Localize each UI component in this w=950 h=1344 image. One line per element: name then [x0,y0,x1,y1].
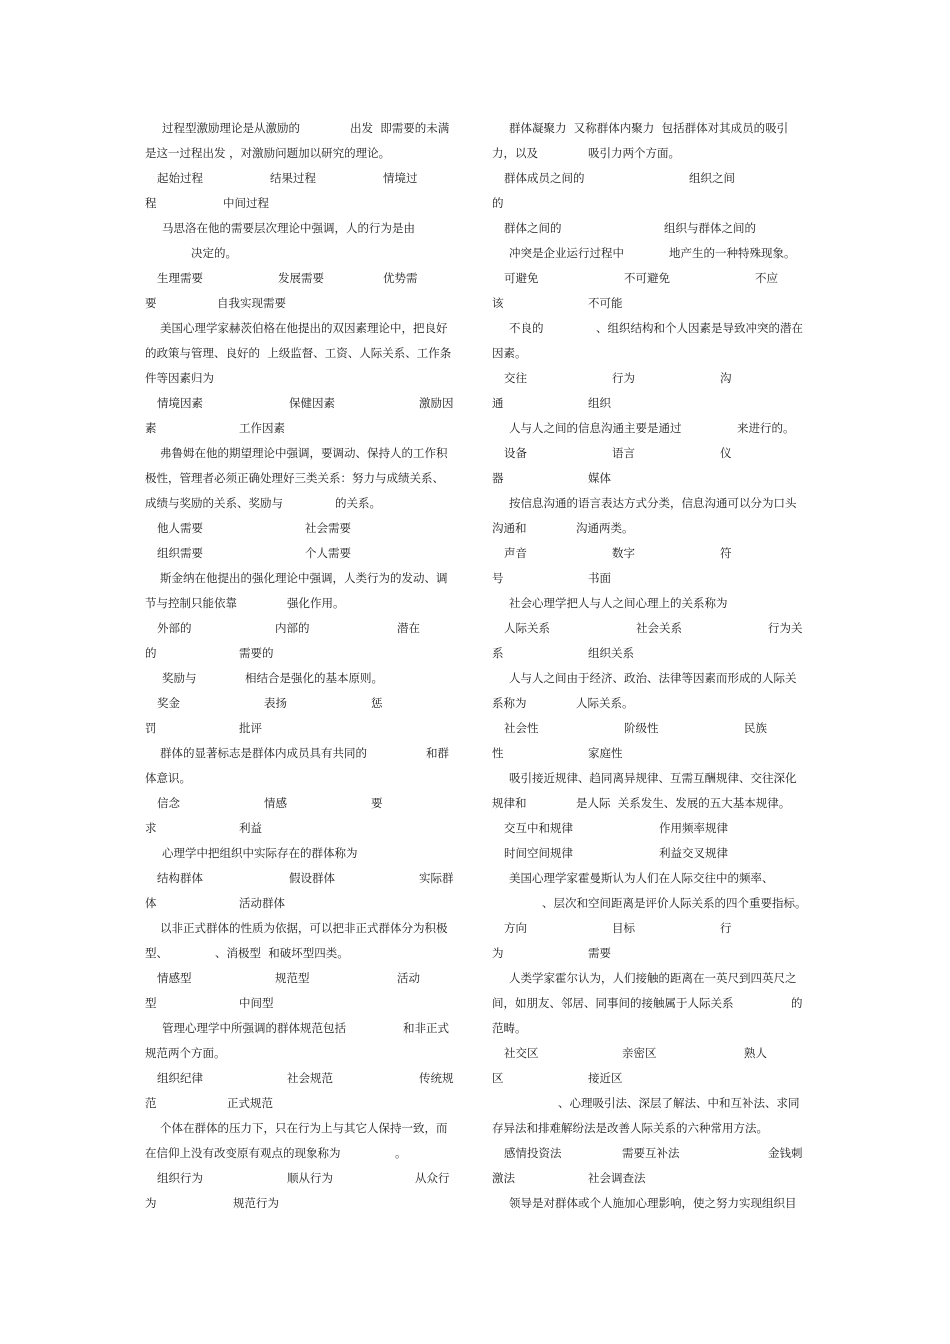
text-line [145,316,463,341]
text-segment: 社交区 [504,1046,539,1060]
text-segment: 范 [145,1096,157,1110]
text-line [145,516,463,541]
text-segment: 的 [145,646,157,660]
text-segment: 吸引力两个方面。 [588,146,680,160]
text-segment: 通 [492,396,504,410]
text-segment: 是人际 关系发生、发展的五大基本规律。 [576,796,791,810]
text-line [492,791,810,816]
left-column [145,116,463,1216]
text-line [145,641,463,666]
text-line [492,366,810,391]
text-segment: 为 [145,1196,157,1210]
text-segment: 地产生的一种特殊现象。 [669,246,796,260]
text-line [492,216,810,241]
text-line [145,1191,463,1216]
text-segment: 社会调查法 [588,1171,646,1185]
text-segment: 马思洛在他的需要层次理论中强调，人的行为是由 [162,221,415,235]
text-line [492,391,810,416]
text-segment: 出发 即需要的未满 [350,121,450,135]
text-segment: 外部的 [157,621,192,635]
text-line [492,541,810,566]
text-segment: 利益交叉规律 [659,846,728,860]
text-line [145,191,463,216]
text-segment: 批评 [239,721,262,735]
text-segment: 行 [720,921,732,935]
text-segment: 因素。 [492,346,527,360]
text-segment: 该 [492,296,504,310]
text-segment: 个体在群体的压力下，只在行为上与其它人保持一致，而 [160,1121,448,1135]
text-segment: 群体凝聚力 又称群体内聚力 包括群体对其成员的吸引 [509,121,789,135]
text-segment: 美国心理学家霍曼斯认为人们在人际交往中的频率、 [509,871,774,885]
text-segment: 组织关系 [588,646,634,660]
text-segment: 信念 [157,796,180,810]
text-line [145,616,463,641]
text-line [145,566,463,591]
text-line [145,866,463,891]
text-segment: 顺从行为 [287,1171,333,1185]
text-segment: 交往 [504,371,527,385]
text-segment: 结构群体 [157,871,203,885]
text-segment: 中间过程 [223,196,269,210]
text-line [492,866,810,891]
text-segment: 体 [145,896,157,910]
text-segment: 需要互补法 [622,1146,680,1160]
text-line [145,466,463,491]
text-segment: 社会性 [504,721,539,735]
text-segment: 号 [492,571,504,585]
text-segment: 的政策与管理、良好的 上级监督、工资、人际关系、工作条 [145,346,452,360]
text-segment: 中间型 [239,996,274,1010]
text-segment: 求 [145,821,157,835]
text-line [492,1166,810,1191]
text-segment: 弗鲁姆在他的期望理论中强调，要调动、保持人的工作积 [160,446,448,460]
text-line [145,391,463,416]
text-segment: 金钱刺 [768,1146,803,1160]
text-segment: 媒体 [588,471,611,485]
text-segment: 情感型 [157,971,192,985]
text-segment: 民族 [744,721,767,735]
text-segment: 在信仰上没有改变原有观点的现象称为 [145,1146,341,1160]
text-segment: 、心理吸引法、深层了解法、中和互补法、求同 [558,1096,800,1110]
text-segment: 假设群体 [289,871,335,885]
text-line [492,616,810,641]
text-segment: 不可避免 [624,271,670,285]
text-segment: 不良的 [509,321,544,335]
text-line [145,491,463,516]
text-segment: 以非正式群体的性质为依据，可以把非正式群体分为积极 [160,921,448,935]
text-line [492,491,810,516]
text-segment: 沟 [720,371,732,385]
text-segment: 保健因素 [289,396,335,410]
text-segment: 的关系。 [335,496,381,510]
text-segment: 间，如朋友、邻居、同事间的接触属于人际关系 [492,996,734,1010]
text-line [492,516,810,541]
text-segment: 行为关 [768,621,803,635]
text-line [145,1116,463,1141]
text-segment: 传统规 [419,1071,454,1085]
text-segment: 存异法和排难解纷法是改善人际关系的六种常用方法。 [492,1121,768,1135]
text-segment: 起始过程 [157,171,203,185]
text-segment: 组织纪律 [157,1071,203,1085]
text-line [145,166,463,191]
text-segment: 罚 [145,721,157,735]
text-segment: 从众行 [415,1171,450,1185]
text-segment: 情境因素 [157,396,203,410]
text-segment: 奖金 [157,696,180,710]
text-segment: 目标 [612,921,635,935]
text-segment: 区 [492,1071,504,1085]
text-line [145,241,463,266]
text-segment: 力，以及 [492,146,538,160]
text-segment: 社会需要 [305,521,351,535]
text-segment: 系 [492,646,504,660]
text-segment: 人与人之间的信息沟通主要是通过 [509,421,682,435]
text-line [145,816,463,841]
text-line [492,716,810,741]
text-line [492,116,810,141]
text-segment: 群体成员之间的 [504,171,585,185]
text-segment: 群体之间的 [504,221,562,235]
text-segment: 组织行为 [157,1171,203,1185]
text-line [145,891,463,916]
text-line [492,816,810,841]
text-segment: 人类学家霍尔认为，人们接触的距离在一英尺到四英尺之 [509,971,797,985]
text-segment: 心理学中把组织中实际存在的群体称为 [162,846,358,860]
text-segment: 家庭性 [588,746,623,760]
text-line [145,366,463,391]
text-segment: 实际群 [419,871,454,885]
text-segment: 结果过程 [270,171,316,185]
text-line [492,266,810,291]
text-line [492,891,810,916]
text-segment: 感情投资法 [504,1146,562,1160]
text-segment: 接近区 [588,1071,623,1085]
text-segment: 情感 [264,796,287,810]
text-segment: 数字 [612,546,635,560]
text-segment: 生理需要 [157,271,203,285]
text-line [492,966,810,991]
text-line [145,291,463,316]
text-segment: 不应 [755,271,778,285]
text-line [145,216,463,241]
text-segment: 的 [492,196,504,210]
text-segment: 人际关系。 [576,696,634,710]
text-segment: 成绩与奖励的关系、奖励与 [145,496,283,510]
text-segment: 活动群体 [239,896,285,910]
text-line [492,741,810,766]
text-segment: 激励因 [419,396,454,410]
text-line [145,1091,463,1116]
text-segment: 不可能 [588,296,623,310]
text-segment: 组织 [588,396,611,410]
text-segment: 工作因素 [239,421,285,435]
text-segment: 声音 [504,546,527,560]
text-line [492,941,810,966]
text-segment: 按信息沟通的语言表达方式分类，信息沟通可以分为口头 [509,496,797,510]
text-segment: 内部的 [275,621,310,635]
text-segment: 优势需 [383,271,418,285]
text-segment: 需要 [588,946,611,960]
text-line [145,1016,463,1041]
text-segment: 人际关系 [504,621,550,635]
text-segment: 社会心理学把人与人之间心理上的关系称为 [509,596,728,610]
text-line [492,1066,810,1091]
text-segment: 器 [492,471,504,485]
text-segment: 组织需要 [157,546,203,560]
text-segment: 强化作用。 [287,596,345,610]
text-line [492,141,810,166]
text-segment: 组织之间 [689,171,735,185]
text-line [492,1041,810,1066]
text-segment: 激法 [492,1171,515,1185]
text-segment: 熟人 [744,1046,767,1060]
text-segment: 为 [492,946,504,960]
text-segment: 设备 [504,446,527,460]
text-line [492,991,810,1016]
text-segment: 素 [145,421,157,435]
text-segment: 个人需要 [305,546,351,560]
text-segment: 规律和 [492,796,527,810]
text-segment: 社会关系 [636,621,682,635]
text-segment: 时间空间规律 [504,846,573,860]
text-segment: 斯金纳在他提出的强化理论中强调，人类行为的发动、调 [160,571,448,585]
text-segment: 、消极型 和破坏型四类。 [215,946,349,960]
text-line [492,1091,810,1116]
text-line [492,641,810,666]
text-line [145,541,463,566]
text-line [145,916,463,941]
text-line [492,666,810,691]
text-line [492,1116,810,1141]
text-segment: 组织与群体之间的 [664,221,756,235]
text-segment: 作用频率规律 [659,821,728,835]
text-segment: 潜在 [397,621,420,635]
text-segment: 正式规范 [227,1096,273,1110]
text-line [145,416,463,441]
text-segment: 要 [145,296,157,310]
text-segment: 体意识。 [145,771,191,785]
text-segment: 阶级性 [624,721,659,735]
text-segment: 情境过 [383,171,418,185]
text-segment: 规范两个方面。 [145,1046,226,1060]
text-segment: 、组织结构和个人因素是导致冲突的潜在 [596,321,803,335]
text-segment: 沟通两类。 [576,521,634,535]
text-segment: 管理心理学中所强调的群体规范包括 [162,1021,346,1035]
text-segment: 是这一过程出发 ，对激励问题加以研究的理论。 [145,146,391,160]
text-segment: 相结合是强化的基本原则。 [245,671,383,685]
right-column [492,116,810,1216]
text-line [492,1191,810,1216]
text-line [145,266,463,291]
text-segment: 语言 [612,446,635,460]
text-segment: 范畴。 [492,1021,527,1035]
text-segment: 表扬 [264,696,287,710]
text-line [145,691,463,716]
text-segment: 方向 [504,921,527,935]
text-segment: 极性，管理者必须正确处理好三类关系：努力与成绩关系、 [145,471,444,485]
text-segment: 交互中和规律 [504,821,573,835]
text-line [145,341,463,366]
text-segment: 群体的显著标志是群体内成员具有共同的 [160,746,367,760]
text-line [145,141,463,166]
text-line [492,691,810,716]
text-line [492,291,810,316]
text-line [492,341,810,366]
text-line [492,316,810,341]
text-segment: 的 [791,996,803,1010]
text-line [145,841,463,866]
text-line [145,741,463,766]
text-line [492,566,810,591]
text-line [145,1141,463,1166]
text-line [492,241,810,266]
text-line [492,841,810,866]
text-line [145,591,463,616]
text-segment: 他人需要 [157,521,203,535]
text-segment: 和群 [426,746,449,760]
text-segment: 型 [145,996,157,1010]
text-segment: 活动 [397,971,420,985]
text-segment: 可避免 [504,271,539,285]
text-line [145,1166,463,1191]
text-line [145,941,463,966]
text-segment: 节与控制只能依靠 [145,596,237,610]
text-line [492,1016,810,1041]
text-segment: 过程型激励理论是从激励的 [162,121,300,135]
text-segment: 型、 [145,946,168,960]
text-segment: 决定的。 [191,246,237,260]
text-segment: 和非正式 [403,1021,449,1035]
text-line [145,1066,463,1091]
text-line [145,791,463,816]
text-line [492,1141,810,1166]
text-segment: 利益 [239,821,262,835]
text-line [492,591,810,616]
text-segment: 性 [492,746,504,760]
text-line [145,966,463,991]
text-segment: 人与人之间由于经济、政治、法律等因素而形成的人际关 [509,671,797,685]
text-segment: 仪 [720,446,732,460]
text-segment: 发展需要 [278,271,324,285]
text-segment: 规范型 [275,971,310,985]
text-segment: 书面 [588,571,611,585]
text-segment: 冲突是企业运行过程中 [509,246,624,260]
text-segment: 沟通和 [492,521,527,535]
text-segment: 美国心理学家赫茨伯格在他提出的双因素理论中，把良好 [160,321,448,335]
text-line [492,766,810,791]
text-segment: 系称为 [492,696,527,710]
text-segment: 来进行的。 [737,421,795,435]
text-line [145,716,463,741]
text-segment: 件等因素归为 [145,371,214,385]
text-segment: 领导是对群体或个人施加心理影响，使之努力实现组织目 [509,1196,797,1210]
text-line [145,666,463,691]
text-segment: 符 [720,546,732,560]
text-segment: 亲密区 [622,1046,657,1060]
text-segment: 规范行为 [233,1196,279,1210]
text-segment: 社会规范 [287,1071,333,1085]
text-line [145,441,463,466]
text-segment: 奖励与 [162,671,197,685]
text-line [145,991,463,1016]
text-segment: 、层次和空间距离是评价人际关系的四个重要指标。 [542,896,807,910]
text-segment: 惩 [371,696,383,710]
text-line [145,116,463,141]
text-line [145,1041,463,1066]
text-line [492,441,810,466]
text-line [492,416,810,441]
text-segment: 行为 [612,371,635,385]
text-line [145,766,463,791]
text-segment: 吸引接近规律、趋同离异规律、互需互酬规律、交往深化 [509,771,797,785]
text-line [492,916,810,941]
text-line [492,166,810,191]
text-segment: 需要的 [239,646,274,660]
text-line [492,466,810,491]
text-segment: 要 [371,796,383,810]
text-segment: 自我实现需要 [217,296,286,310]
text-segment: 。 [395,1146,407,1160]
text-segment: 程 [145,196,157,210]
text-line [492,191,810,216]
